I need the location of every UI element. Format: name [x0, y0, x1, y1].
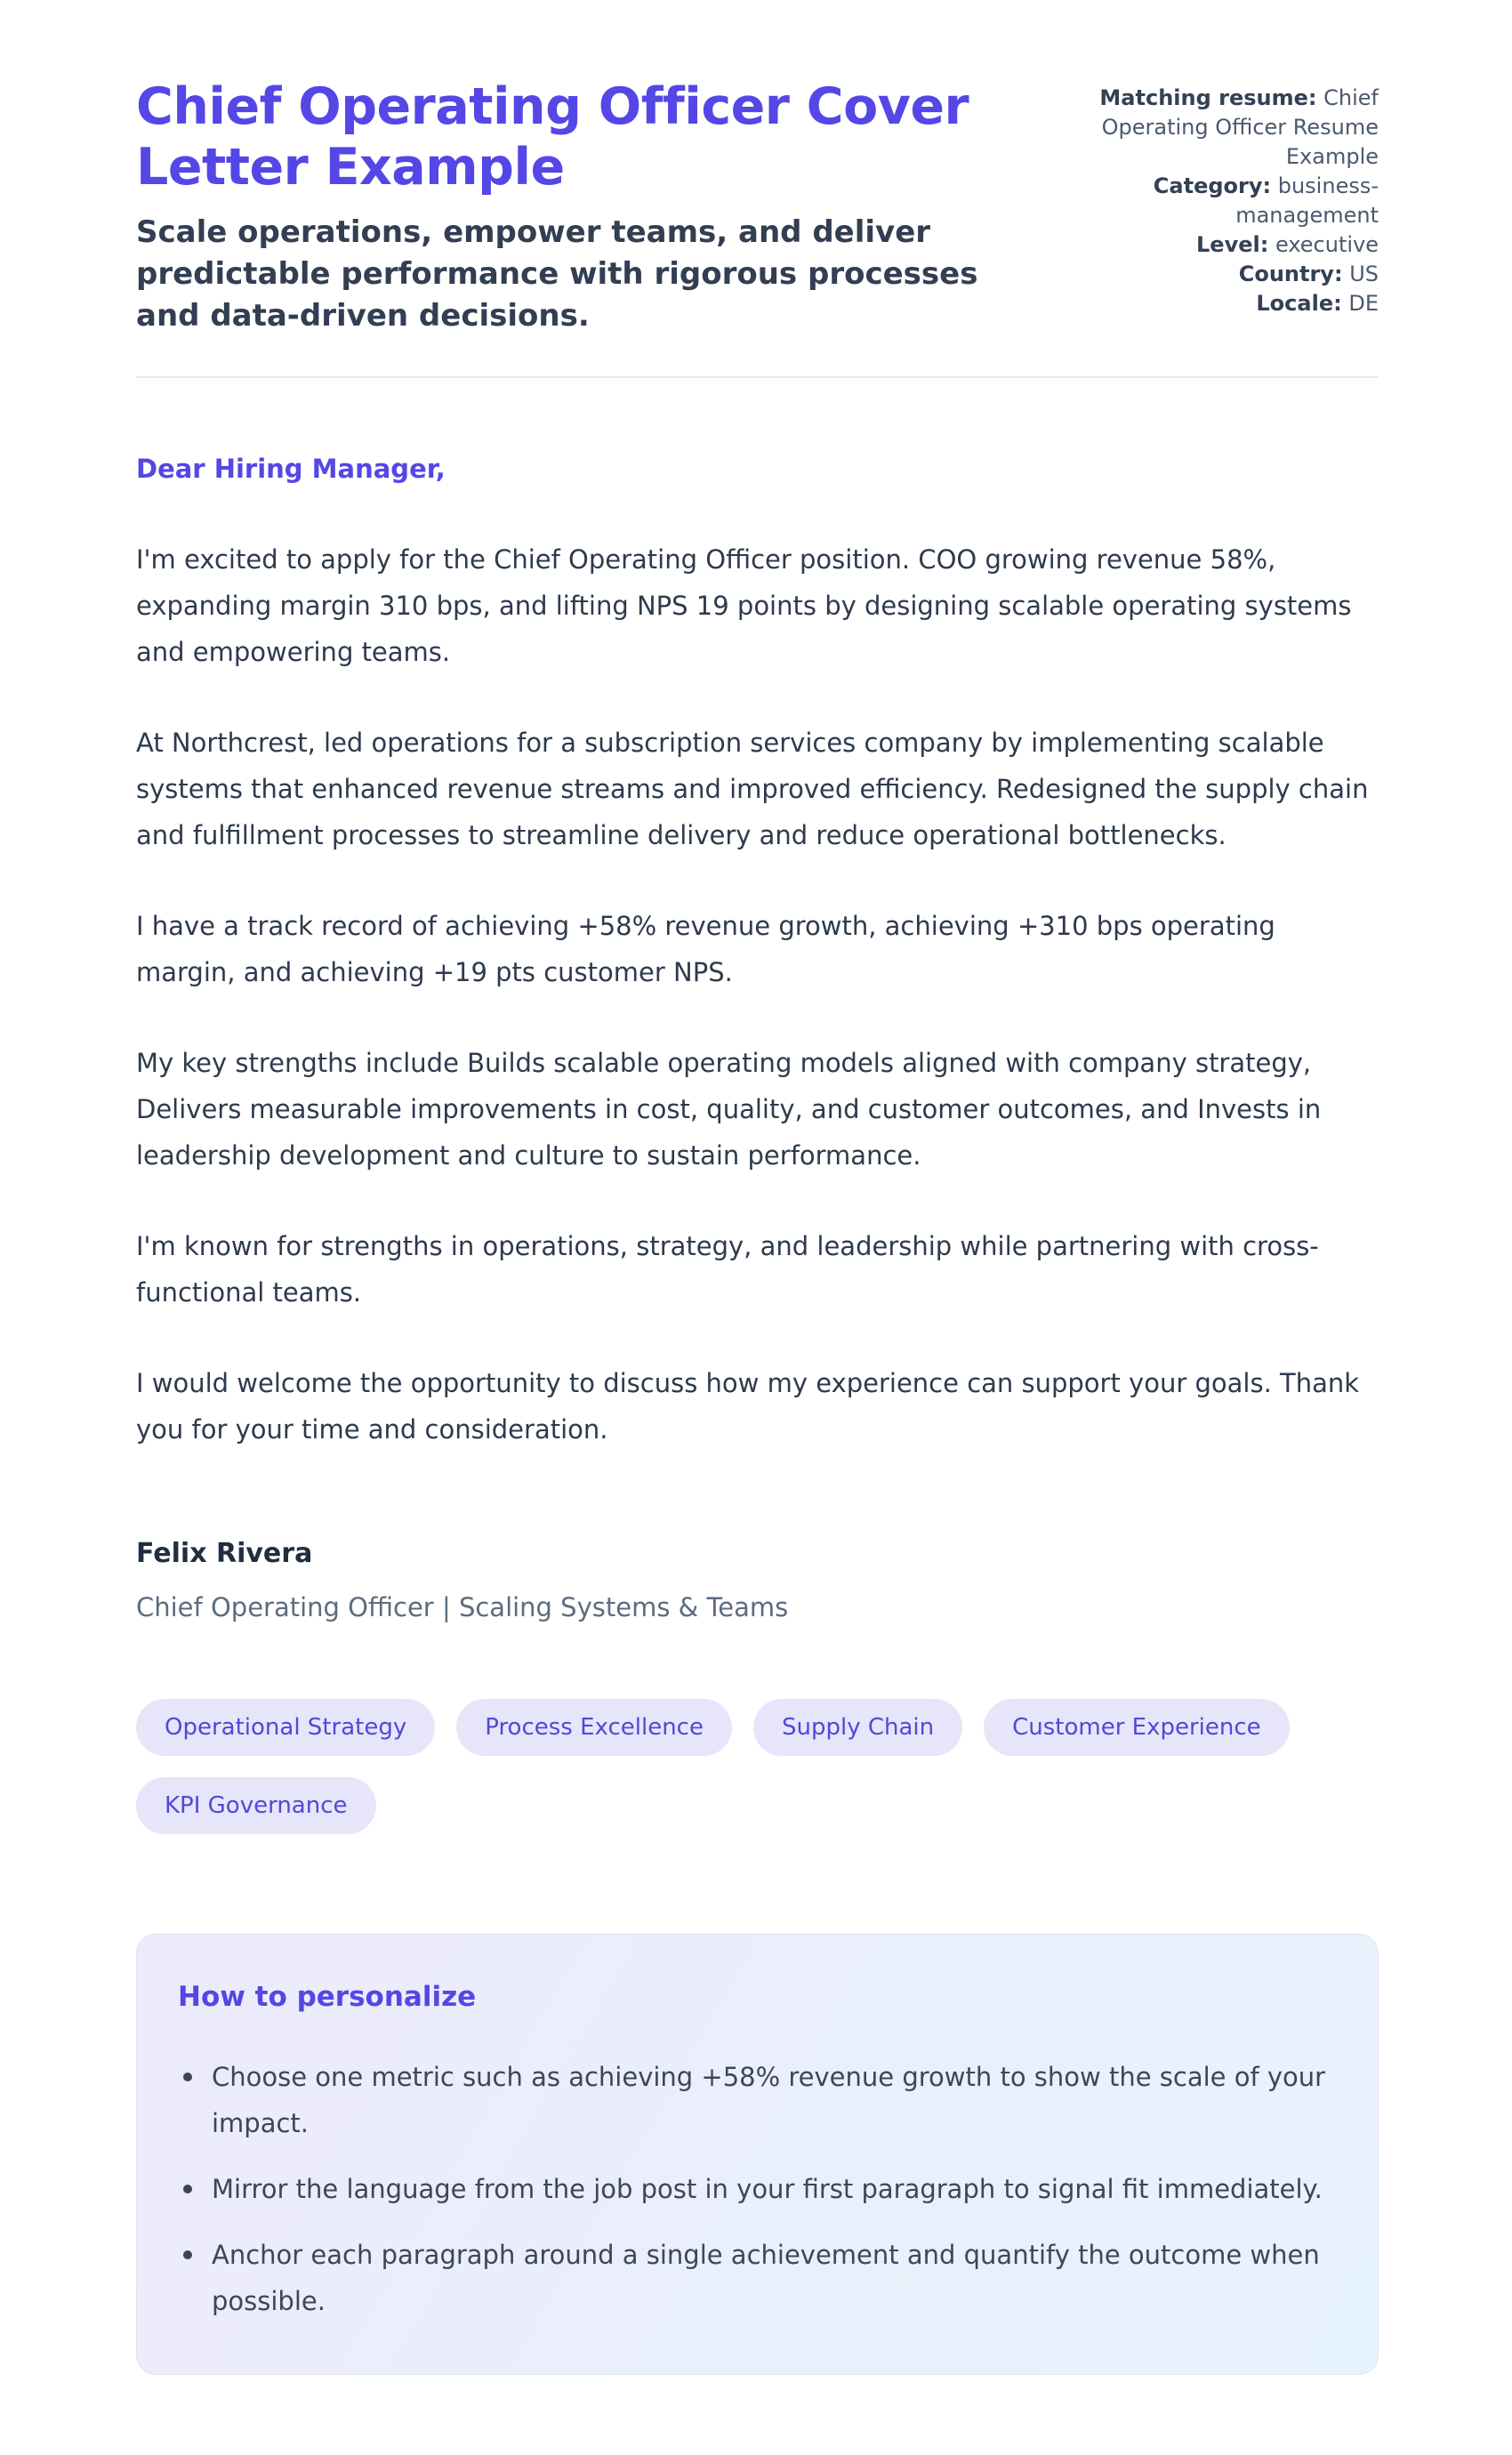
signature-role: Chief Operating Officer | Scaling Systems & Teams [136, 1592, 789, 1622]
meta-value: Chief Operating Officer Resume Example [1101, 85, 1379, 169]
signature-name: Felix Rivera [136, 1538, 313, 1569]
resume-meta-block [1072, 84, 1379, 318]
tag-process-excellence: Process Excellence [456, 1699, 732, 1756]
letter-paragraph: I'm excited to apply for the Chief Operating Officer position. COO growing revenue 58%, expanding margin 310 bps, and lifting NPS 19 points by designing scalable operating systems and empowering teams. [136, 544, 1352, 667]
tips-list [178, 2054, 1337, 2324]
page-title: Chief Operating Officer Cover Letter Example [136, 77, 969, 197]
tip-item: Mirror the language from the job post in your first paragraph to signal fit immediately. [178, 2166, 1337, 2212]
letter-paragraph: At Northcrest, led operations for a subscription services company by implementing scalable systems that enhanced revenue streams and improved efficiency. Redesigned the supply chain and fulfillment processes to streamline delivery and reduce operational bottlenecks. [136, 728, 1369, 850]
letter-paragraph: My key strengths include Builds scalable operating models aligned with company strategy, Delivers measurable improvements in cost, quality, and customer outcomes, and Invests in leadership development and culture to sustain performance. [136, 1048, 1322, 1171]
tip-item: Choose one metric such as achieving +58% revenue growth to show the scale of your impact. [178, 2054, 1337, 2146]
letter-paragraph: I have a track record of achieving +58% revenue growth, achieving +310 bps operating margin, and achieving +19 pts customer NPS. [136, 911, 1275, 987]
page-subtitle: Scale operations, empower teams, and deliver predictable performance with rigorous processes and data-driven decisions. [136, 214, 978, 334]
skill-tags [136, 1699, 1379, 1834]
meta-label: Level: [1196, 232, 1269, 257]
meta-label: Country: [1238, 262, 1343, 286]
letter-paragraph: I would welcome the opportunity to discuss how my experience can support your goals. Thank you for your time and consideration. [136, 1368, 1360, 1445]
meta-row-level [1072, 230, 1379, 260]
meta-row-matching-resume [1072, 84, 1379, 172]
page-header [136, 76, 1379, 337]
header-title-block [136, 76, 1008, 337]
tip-item: Anchor each paragraph around a single achievement and quantify the outcome when possible. [178, 2232, 1337, 2324]
tag-supply-chain: Supply Chain [753, 1699, 962, 1756]
meta-value: DE [1348, 291, 1379, 316]
how-to-personalize-box [136, 1934, 1379, 2375]
meta-value: US [1349, 262, 1379, 286]
tag-customer-experience: Customer Experience [984, 1699, 1290, 1756]
tag-kpi-governance: KPI Governance [136, 1777, 376, 1834]
meta-label: Category: [1153, 173, 1272, 198]
meta-value: business-management [1235, 173, 1379, 228]
tips-title: How to personalize [178, 1981, 477, 2013]
tag-operational-strategy: Operational Strategy [136, 1699, 435, 1756]
meta-row-locale [1072, 289, 1379, 318]
salutation: Dear Hiring Manager, [136, 454, 446, 484]
cover-letter-body [136, 446, 1379, 1622]
meta-row-category [1072, 172, 1379, 230]
meta-label: Matching resume: [1099, 85, 1317, 110]
meta-label: Locale: [1256, 291, 1342, 316]
meta-value: executive [1275, 232, 1379, 257]
meta-row-country [1072, 260, 1379, 289]
letter-paragraph: I'm known for strengths in operations, strategy, and leadership while partnering with cross-functional teams. [136, 1231, 1319, 1308]
header-divider [136, 376, 1379, 378]
